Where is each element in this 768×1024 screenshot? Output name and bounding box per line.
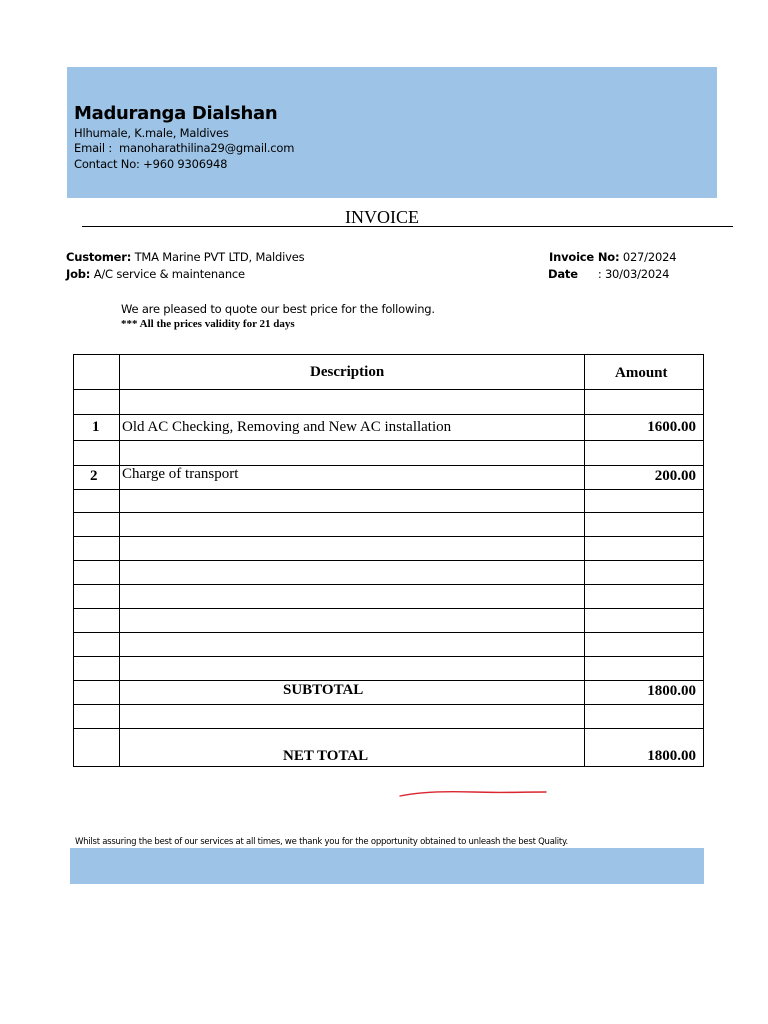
item-1-description: Old AC Checking, Removing and New AC installation xyxy=(122,419,452,435)
row-divider xyxy=(74,680,703,681)
row-divider xyxy=(74,489,703,490)
title-rule xyxy=(82,226,733,227)
row-divider xyxy=(74,440,703,441)
row-divider xyxy=(74,728,703,729)
date-label: Date xyxy=(548,267,578,281)
sender-contact: Contact No: +960 9306948 xyxy=(74,157,228,171)
signature-mark xyxy=(398,788,548,800)
item-1-no: 1 xyxy=(92,419,100,435)
row-divider xyxy=(74,536,703,537)
footer-thank-you-note: Whilst assuring the best of our services at all times, we thank you for the opportunity obtained to unleash the best Quality. xyxy=(75,837,568,847)
items-table xyxy=(73,354,704,767)
invoice-title: INVOICE xyxy=(345,207,419,227)
row-divider xyxy=(74,389,703,390)
row-divider xyxy=(74,584,703,585)
subtotal-label: SUBTOTAL xyxy=(283,682,364,698)
row-divider xyxy=(74,704,703,705)
row-divider xyxy=(74,656,703,657)
sender-email: manoharathilina29@gmail.com xyxy=(118,141,295,155)
footer-band xyxy=(70,848,704,884)
date-line xyxy=(548,267,669,281)
job-line xyxy=(66,267,245,281)
sender-name: Maduranga Dialshan xyxy=(74,103,278,124)
sender-header-band xyxy=(67,67,717,198)
row-divider xyxy=(74,512,703,513)
customer-value: TMA Marine PVT LTD, Maldives xyxy=(134,250,305,264)
job-label: Job: xyxy=(66,267,91,281)
header-description: Description xyxy=(310,364,385,380)
price-validity-note: *** All the prices validity for 21 days xyxy=(121,318,295,330)
net-total-label: NET TOTAL xyxy=(283,748,369,764)
customer-line xyxy=(66,250,304,264)
row-divider xyxy=(74,632,703,633)
invoice-no-line xyxy=(549,250,676,264)
item-2-no: 2 xyxy=(90,468,98,484)
job-value: A/C service & maintenance xyxy=(93,267,245,281)
sender-email-label: Email : xyxy=(74,141,113,155)
invoice-no-label: Invoice No: xyxy=(549,250,620,264)
sender-email-line xyxy=(74,141,294,155)
row-divider xyxy=(74,414,703,415)
invoice-no-value: 027/2024 xyxy=(622,250,677,264)
net-total-value: 1800.00 xyxy=(647,748,696,764)
row-divider xyxy=(74,560,703,561)
date-value: : 30/03/2024 xyxy=(597,267,670,281)
sender-address: Hlhumale, K.male, Maldives xyxy=(74,126,229,140)
row-divider xyxy=(74,608,703,609)
item-2-amount: 200.00 xyxy=(654,468,696,484)
item-1-amount: 1600.00 xyxy=(647,419,696,435)
item-2-description: Charge of transport xyxy=(122,466,239,482)
customer-label: Customer: xyxy=(66,250,132,264)
intro-text: We are pleased to quote our best price for the following. xyxy=(121,302,435,316)
subtotal-value: 1800.00 xyxy=(647,683,696,699)
header-amount: Amount xyxy=(615,365,668,381)
